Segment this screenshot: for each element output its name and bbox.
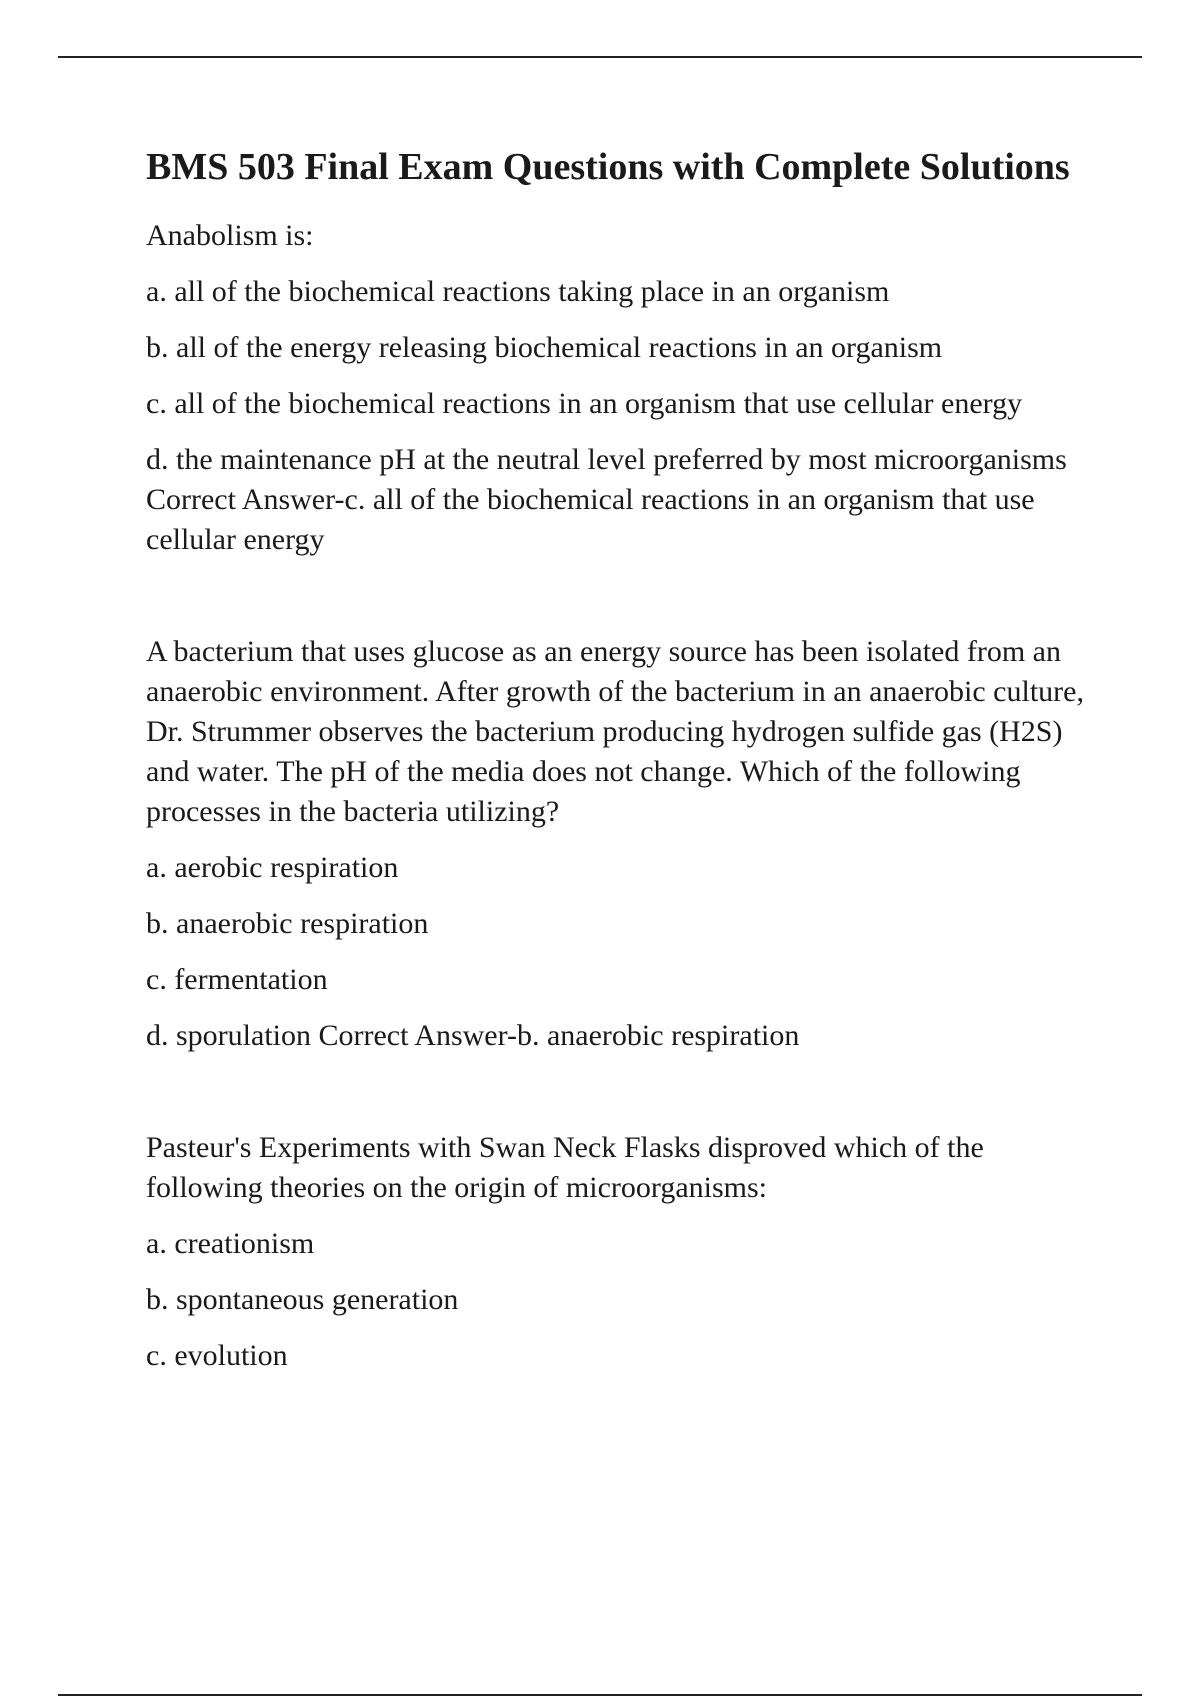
answer-option-c: c. all of the biochemical reactions in an organism that use cellular energy: [146, 387, 1023, 420]
answer-option-d: d. sporulation Correct Answer-b. anaerobic respiration: [146, 1019, 800, 1052]
answer-option-d: d. the maintenance pH at the neutral level preferred by most microorganisms Correct Answer-c. all of the biochemical reactions in an organism that use cellular energy: [146, 443, 1067, 556]
question-stem: A bacterium that uses glucose as an energy source has been isolated from an anaerobic environment. After growth of the bacterium in an anaerobic culture, Dr. Strummer observes the bacterium producing hydrogen sulfide gas (H2S) and water. The pH of the media does not change. Which of the following processes in the bacteria utilizing?: [146, 635, 1084, 828]
answer-option-a: a. all of the biochemical reactions taking place in an organism: [146, 275, 890, 308]
question-stem: Anabolism is:: [146, 219, 314, 252]
answer-option-a: a. creationism: [146, 1227, 315, 1260]
answer-option-b: b. all of the energy releasing biochemical reactions in an organism: [146, 331, 943, 364]
answer-option-b: b. spontaneous generation: [146, 1283, 459, 1316]
document-title: BMS 503 Final Exam Questions with Complete Solutions: [146, 146, 1070, 188]
header-divider: [58, 56, 1142, 58]
question-2: [146, 632, 1096, 1056]
footer-divider: [58, 1694, 1142, 1696]
question-3: [146, 1128, 1096, 1376]
question-stem: Pasteur's Experiments with Swan Neck Flasks disproved which of the following theories on the origin of microorganisms:: [146, 1131, 984, 1204]
answer-option-c: c. fermentation: [146, 963, 328, 996]
answer-option-b: b. anaerobic respiration: [146, 907, 429, 940]
answer-option-a: a. aerobic respiration: [146, 851, 399, 884]
question-1: [146, 216, 1096, 560]
answer-option-c: c. evolution: [146, 1339, 288, 1372]
document-body: [146, 142, 1096, 1376]
